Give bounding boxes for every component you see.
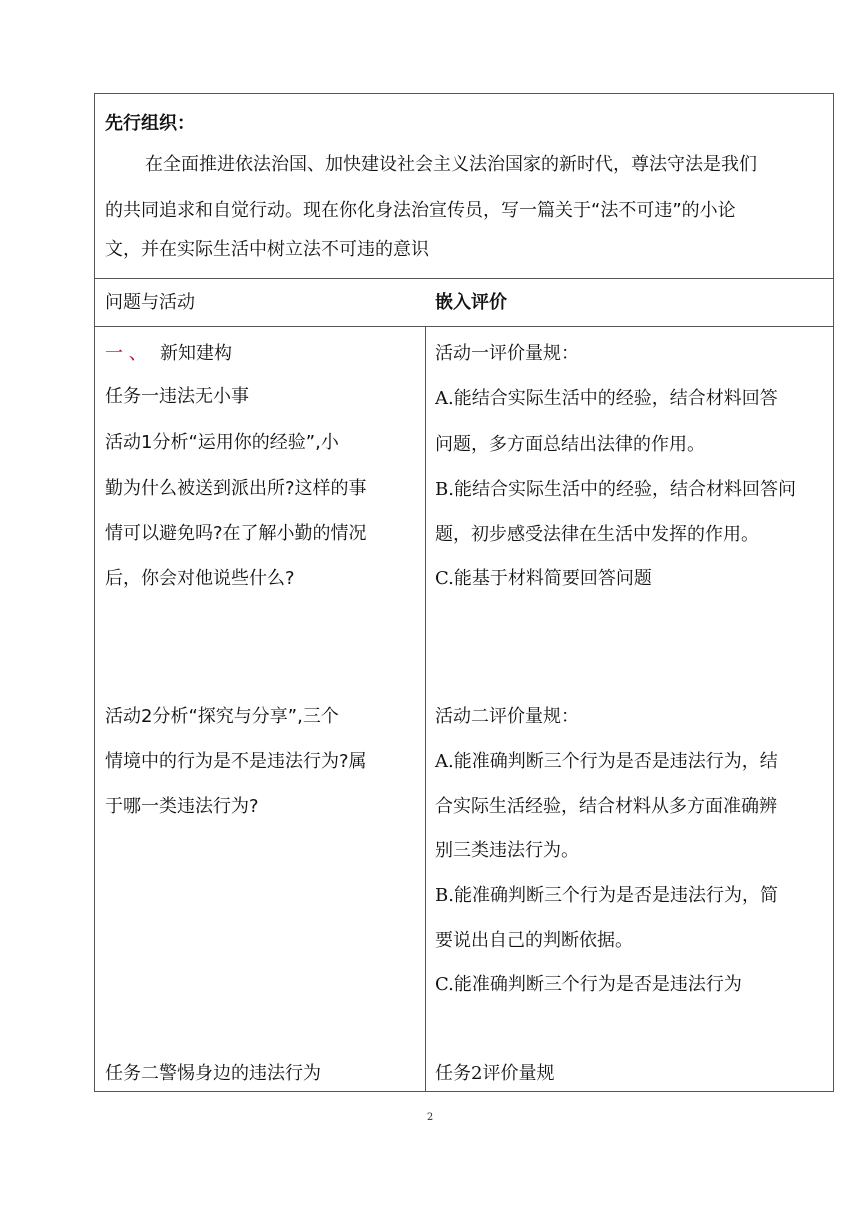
rubric-two-line: A.能准确判断三个行为是否是违法行为，结 <box>435 751 778 772</box>
task-two-rubric: 任务2评价量规 <box>435 1063 555 1084</box>
rubric-two-title: 活动二评价量规： <box>435 706 579 727</box>
row-divider <box>95 326 833 327</box>
rubric-one-line: A.能结合实际生活中的经验，结合材料回答 <box>435 388 778 409</box>
task-two-title: 任务二警惕身边的违法行为 <box>105 1063 321 1084</box>
activity-two-line: 于哪一类违法行为? <box>105 796 259 817</box>
rubric-one-line: 题，初步感受法律在生活中发挥的作用。 <box>435 524 759 545</box>
activity-one-line: 情可以避免吗?在了解小勤的情况 <box>105 523 367 544</box>
section-title: 新知建构 <box>160 343 232 364</box>
intro-line: 在全面推进依法治国、加快建设社会主义法治国家的新时代，尊法守法是我们 <box>145 154 757 175</box>
rubric-two-line: C.能准确判断三个行为是否是违法行为 <box>435 974 742 995</box>
column-divider <box>425 326 426 1091</box>
rubric-one-title: 活动一评价量规： <box>435 343 579 364</box>
rubric-two-line: 别三类违法行为。 <box>435 840 579 861</box>
rubric-one-line: 问题，多方面总结出法律的作用。 <box>435 434 705 455</box>
row-divider <box>95 278 833 279</box>
activity-one-line: 勤为什么被送到派出所?这样的事 <box>105 478 367 499</box>
intro-line: 文，并在实际生活中树立法不可违的意识 <box>105 239 429 260</box>
page-number: 2 <box>426 1112 434 1123</box>
rubric-two-line: 合实际生活经验，结合材料从多方面准确辨 <box>435 796 777 817</box>
activity-one-line: 活动1分析“运用你的经验”,小 <box>105 432 339 453</box>
rubric-one-line: C.能基于材料简要回答问题 <box>435 568 652 589</box>
section-number: 一 、 <box>105 343 147 364</box>
lesson-table <box>94 93 834 1092</box>
task-one-title: 任务一违法无小事 <box>105 386 249 407</box>
rubric-one-line: B.能结合实际生活中的经验，结合材料回答问 <box>435 479 796 500</box>
column-header-evaluation: 嵌入评价 <box>435 292 507 313</box>
rubric-two-line: B.能准确判断三个行为是否是违法行为，简 <box>435 885 778 906</box>
rubric-two-line: 要说出自己的判断依据。 <box>435 930 633 951</box>
activity-two-line: 活动2分析“探究与分享”,三个 <box>105 706 339 727</box>
intro-heading: 先行组织： <box>105 113 195 134</box>
activity-one-line: 后，你会对他说些什么? <box>105 568 295 589</box>
activity-two-line: 情境中的行为是不是违法行为?属 <box>105 751 367 772</box>
intro-line: 的共同追求和自觉行动。现在你化身法治宣传员，写一篇关于“法不可违”的小论 <box>105 200 736 221</box>
column-header-activities: 问题与活动 <box>105 292 195 313</box>
